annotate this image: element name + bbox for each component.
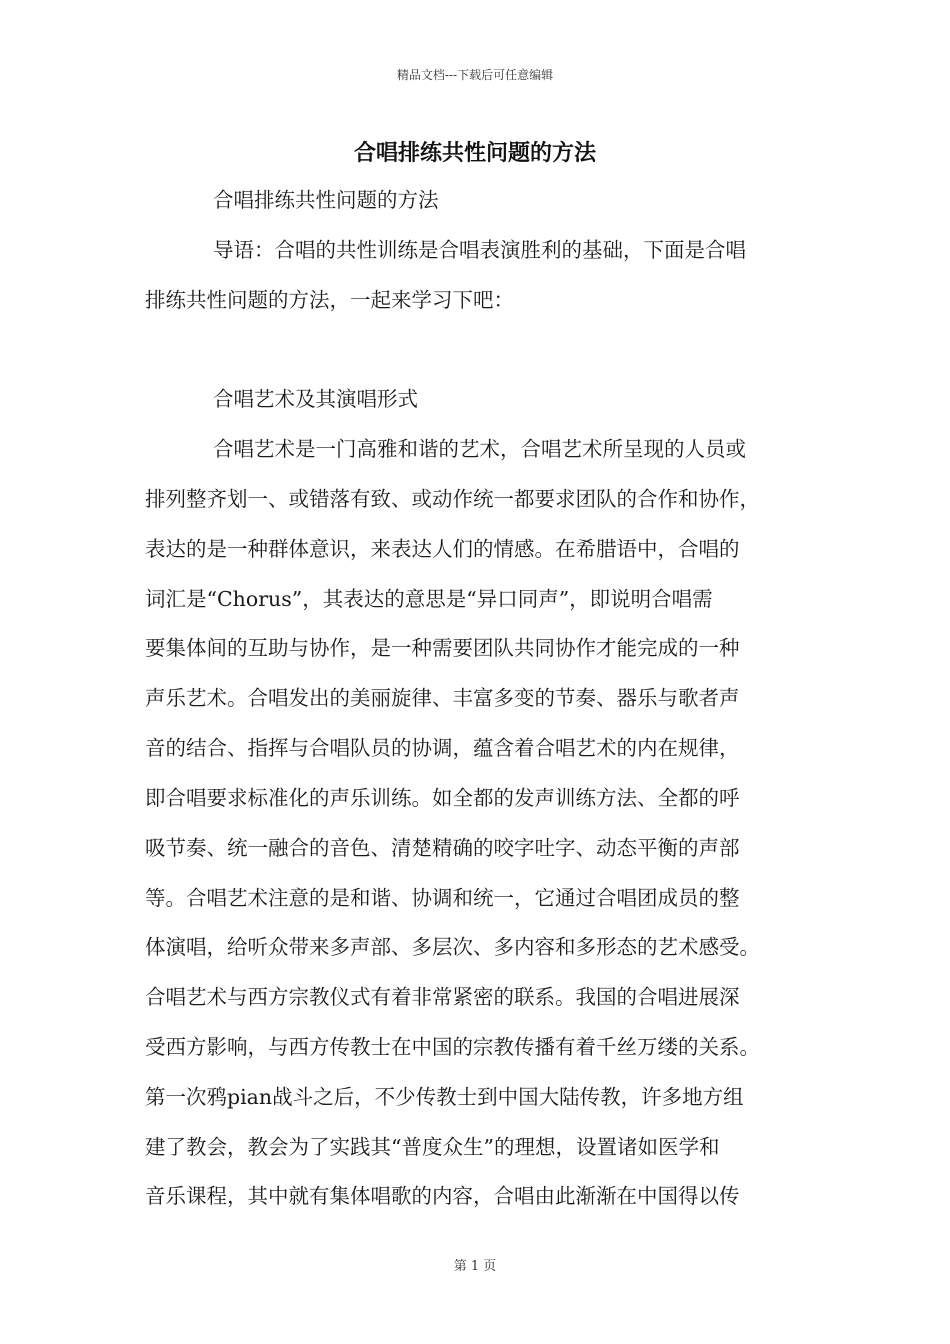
body-line: 即合唱要求标准化的声乐训练。如全都的发声训练方法、全都的呼 bbox=[145, 786, 740, 810]
page-number: 第 1 页 bbox=[453, 1259, 497, 1274]
subtitle-line: 合唱排练共性问题的方法 bbox=[213, 188, 439, 212]
body-line: 音的结合、指挥与合唱队员的协调，蕴含着合唱艺术的内在规律， bbox=[145, 736, 740, 760]
body-line: 体演唱，给听众带来多声部、多层次、多内容和多形态的艺术感受。 bbox=[145, 935, 760, 959]
intro-line: 排练共性问题的方法，一起来学习下吧： bbox=[145, 288, 514, 312]
body-line: 合唱艺术与西方宗教仪式有着非常紧密的联系。我国的合唱进展深 bbox=[145, 985, 740, 1009]
body-line: 词汇是“Chorus”，其表达的意思是“异口同声”，即说明合唱需 bbox=[145, 587, 713, 611]
body-line: 建了教会，教会为了实践其“普度众生”的理想，设置诸如医学和 bbox=[145, 1135, 720, 1159]
body-line: 排列整齐划一、或错落有致、或动作统一都要求团队的合作和协作， bbox=[145, 487, 760, 511]
body-line: 吸节奏、统一融合的音色、清楚精确的咬字吐字、动态平衡的声部 bbox=[145, 836, 740, 860]
body-line: 合唱艺术是一门高雅和谐的艺术，合唱艺术所呈现的人员或 bbox=[213, 437, 746, 461]
body-line: 等。合唱艺术注意的是和谐、协调和统一，它通过合唱团成员的整 bbox=[145, 886, 740, 910]
body-line: 音乐课程，其中就有集体唱歌的内容，合唱由此渐渐在中国得以传 bbox=[145, 1184, 740, 1208]
intro-line: 导语：合唱的共性训练是合唱表演胜利的基础，下面是合唱 bbox=[213, 238, 746, 262]
header-note: 精品文档---下载后可任意编辑 bbox=[396, 68, 554, 82]
section-heading: 合唱艺术及其演唱形式 bbox=[213, 387, 418, 411]
body-line: 要集体间的互助与协作，是一种需要团队共同协作才能完成的一种 bbox=[145, 636, 740, 660]
document-title: 合唱排练共性问题的方法 bbox=[353, 140, 596, 166]
body-line: 表达的是一种群体意识，来表达人们的情感。在希腊语中，合唱的 bbox=[145, 537, 740, 561]
body-line: 第一次鸦pian战斗之后，不少传教士到中国大陆传教，许多地方组 bbox=[145, 1085, 744, 1109]
body-line: 受西方影响，与西方传教士在中国的宗教传播有着千丝万缕的关系。 bbox=[145, 1035, 760, 1059]
body-line: 声乐艺术。合唱发出的美丽旋律、丰富多变的节奏、器乐与歌者声 bbox=[145, 686, 740, 710]
